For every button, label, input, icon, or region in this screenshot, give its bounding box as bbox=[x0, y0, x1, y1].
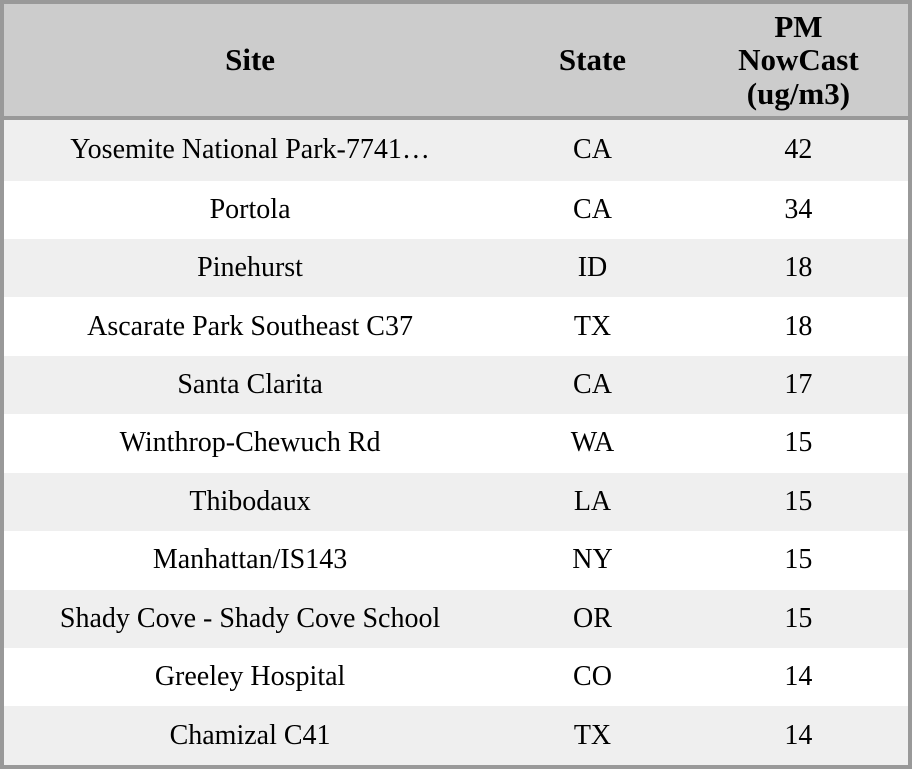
cell-state: CA bbox=[496, 356, 689, 414]
cell-pm-nowcast: 18 bbox=[689, 297, 908, 355]
cell-site: Shady Cove - Shady Cove School bbox=[4, 590, 496, 648]
table-row bbox=[4, 239, 908, 297]
column-header-pm-nowcast bbox=[689, 4, 908, 118]
cell-pm-nowcast: 15 bbox=[689, 414, 908, 472]
column-header-pm-line1: PM bbox=[774, 9, 823, 44]
cell-site: Winthrop-Chewuch Rd bbox=[4, 414, 496, 472]
cell-pm-nowcast: 15 bbox=[689, 590, 908, 648]
cell-site: Yosemite National Park-7741… bbox=[4, 118, 496, 180]
table-row bbox=[4, 473, 908, 531]
cell-state: TX bbox=[496, 297, 689, 355]
table-body bbox=[4, 118, 908, 765]
cell-pm-nowcast: 17 bbox=[689, 356, 908, 414]
cell-state: CA bbox=[496, 181, 689, 239]
table-row bbox=[4, 590, 908, 648]
table-header-row bbox=[4, 4, 908, 118]
cell-site: Ascarate Park Southeast C37 bbox=[4, 297, 496, 355]
cell-state: OR bbox=[496, 590, 689, 648]
cell-site: Chamizal C41 bbox=[4, 706, 496, 765]
table-row bbox=[4, 531, 908, 589]
cell-pm-nowcast: 42 bbox=[689, 118, 908, 180]
table-row bbox=[4, 356, 908, 414]
cell-site: Thibodaux bbox=[4, 473, 496, 531]
cell-site: Manhattan/IS143 bbox=[4, 531, 496, 589]
column-header-pm-line2: NowCast bbox=[738, 42, 859, 78]
cell-state: LA bbox=[496, 473, 689, 531]
cell-pm-nowcast: 34 bbox=[689, 181, 908, 239]
cell-pm-nowcast: 15 bbox=[689, 531, 908, 589]
cell-pm-nowcast: 14 bbox=[689, 706, 908, 765]
column-header-state: State bbox=[496, 4, 689, 118]
cell-state: ID bbox=[496, 239, 689, 297]
cell-site: Greeley Hospital bbox=[4, 648, 496, 706]
table-header bbox=[4, 4, 908, 118]
table-row bbox=[4, 181, 908, 239]
air-quality-table bbox=[4, 4, 908, 765]
table-row bbox=[4, 297, 908, 355]
cell-state: TX bbox=[496, 706, 689, 765]
cell-site: Pinehurst bbox=[4, 239, 496, 297]
column-header-pm-line3: (ug/m3) bbox=[746, 75, 851, 111]
table-row bbox=[4, 706, 908, 765]
cell-site: Portola bbox=[4, 181, 496, 239]
table-row bbox=[4, 648, 908, 706]
column-header-site: Site bbox=[4, 4, 496, 118]
cell-pm-nowcast: 14 bbox=[689, 648, 908, 706]
cell-site: Santa Clarita bbox=[4, 356, 496, 414]
cell-state: WA bbox=[496, 414, 689, 472]
table-row bbox=[4, 414, 908, 472]
cell-state: CO bbox=[496, 648, 689, 706]
cell-state: CA bbox=[496, 118, 689, 180]
cell-pm-nowcast: 18 bbox=[689, 239, 908, 297]
table-row bbox=[4, 118, 908, 180]
cell-pm-nowcast: 15 bbox=[689, 473, 908, 531]
cell-state: NY bbox=[496, 531, 689, 589]
